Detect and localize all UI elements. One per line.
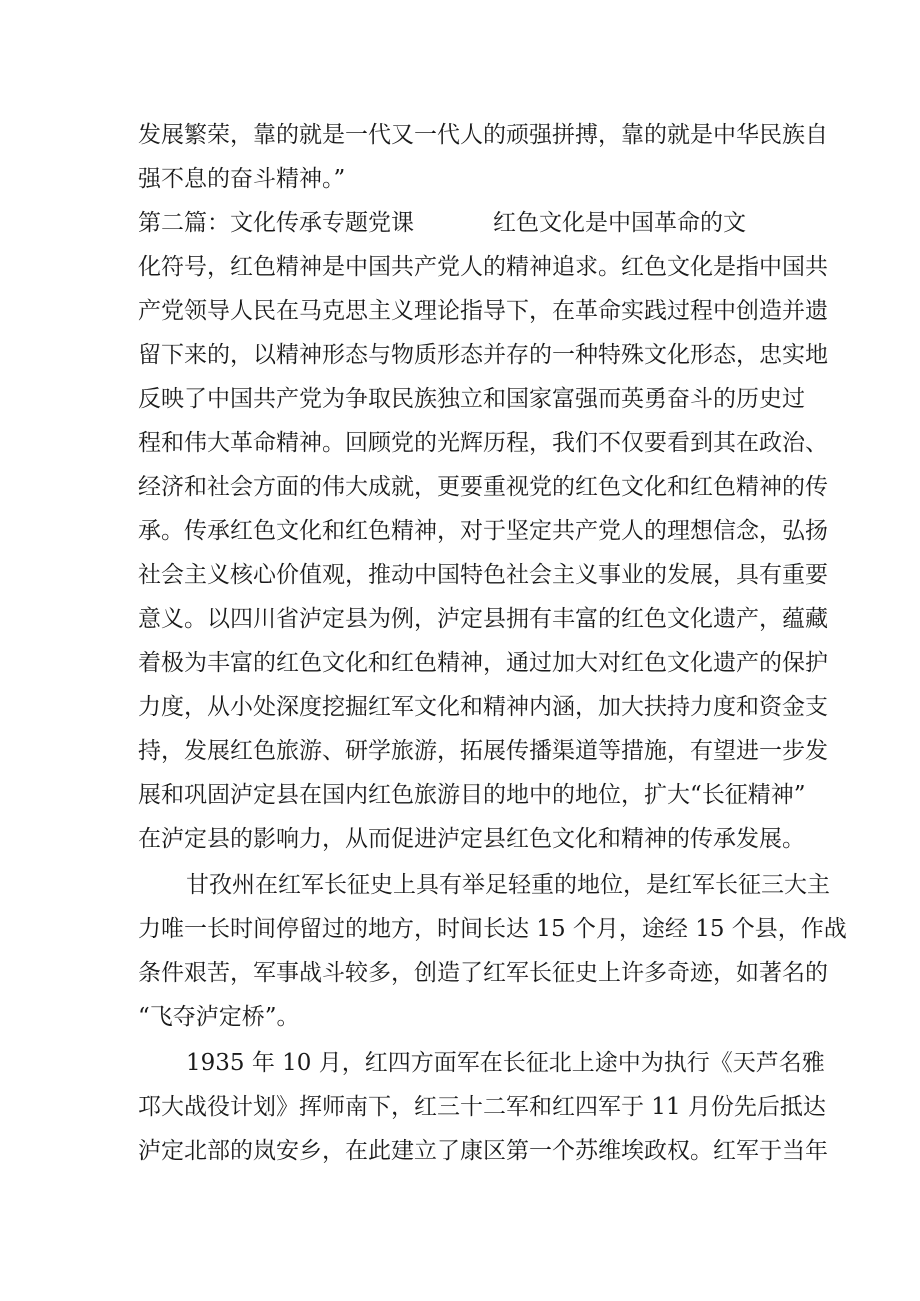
text-line: 意义。以四川省泸定县为例，泸定县拥有丰富的红色文化遗产，蕴藏: [138, 606, 828, 632]
text-line: 程和伟大革命精神。回顾党的光辉历程，我们不仅要看到其在政治、: [138, 430, 828, 456]
section-heading: 第二篇：文化传承专题党课: [138, 210, 414, 236]
text-line: 展和巩固泸定县在国内红色旅游目的地中的地位，扩大“长征精神”: [138, 782, 806, 808]
text-line: 着极为丰富的红色文化和红色精神，通过加大对红色文化遗产的保护: [138, 650, 828, 676]
text-line: 持，发展红色旅游、研学旅游，拓展传播渠道等措施，有望进一步发: [138, 738, 828, 764]
paragraph-start: 红色文化是中国革命的文: [493, 210, 746, 236]
text-line: 产党领导人民在马克思主义理论指导下，在革命实践过程中创造并遗: [138, 298, 828, 324]
text-line: 留下来的，以精神形态与物质形态并存的一种特殊文化形态，忠实地: [138, 342, 828, 368]
text-line: 力唯一长时间停留过的地方，时间长达 15 个月，途经 15 个县，作战: [138, 916, 847, 942]
text-line: 条件艰苦，军事战斗较多，创造了红军长征史上许多奇迹，如著名的: [138, 960, 828, 986]
text-line: 邛大战役计划》挥师南下，红三十二军和红四军于 11 月份先后抵达: [138, 1094, 826, 1120]
text-line: 承。传承红色文化和红色精神，对于坚定共产党人的理想信念，弘扬: [138, 518, 828, 544]
text-line: 社会主义核心价值观，推动中国特色社会主义事业的发展，具有重要: [138, 562, 828, 588]
text-line: 甘孜州在红军长征史上具有举足轻重的地位，是红军长征三大主: [186, 872, 830, 898]
text-line: 力度，从小处深度挖掘红军文化和精神内涵，加大扶持力度和资金支: [138, 694, 828, 720]
text-line: 经济和社会方面的伟大成就，更要重视党的红色文化和红色精神的传: [138, 474, 828, 500]
text-line: 1935 年 10 月，红四方面军在长征北上途中为执行《天芦名雅: [186, 1050, 825, 1076]
text-line: 泸定北部的岚安乡，在此建立了康区第一个苏维埃政权。红军于当年: [138, 1138, 828, 1164]
text-line: 发展繁荣，靠的就是一代又一代人的顽强拼搏，靠的就是中华民族自: [138, 122, 828, 148]
text-line: 在泸定县的影响力，从而促进泸定县红色文化和精神的传承发展。: [138, 826, 805, 852]
text-line: 反映了中国共产党为争取民族独立和国家富强而英勇奋斗的历史过: [138, 386, 805, 412]
text-line: 强不息的奋斗精神。”: [138, 166, 346, 192]
text-line: 化符号，红色精神是中国共产党人的精神追求。红色文化是指中国共: [138, 254, 828, 280]
text-line: “飞夺泸定桥”。: [138, 1004, 300, 1030]
